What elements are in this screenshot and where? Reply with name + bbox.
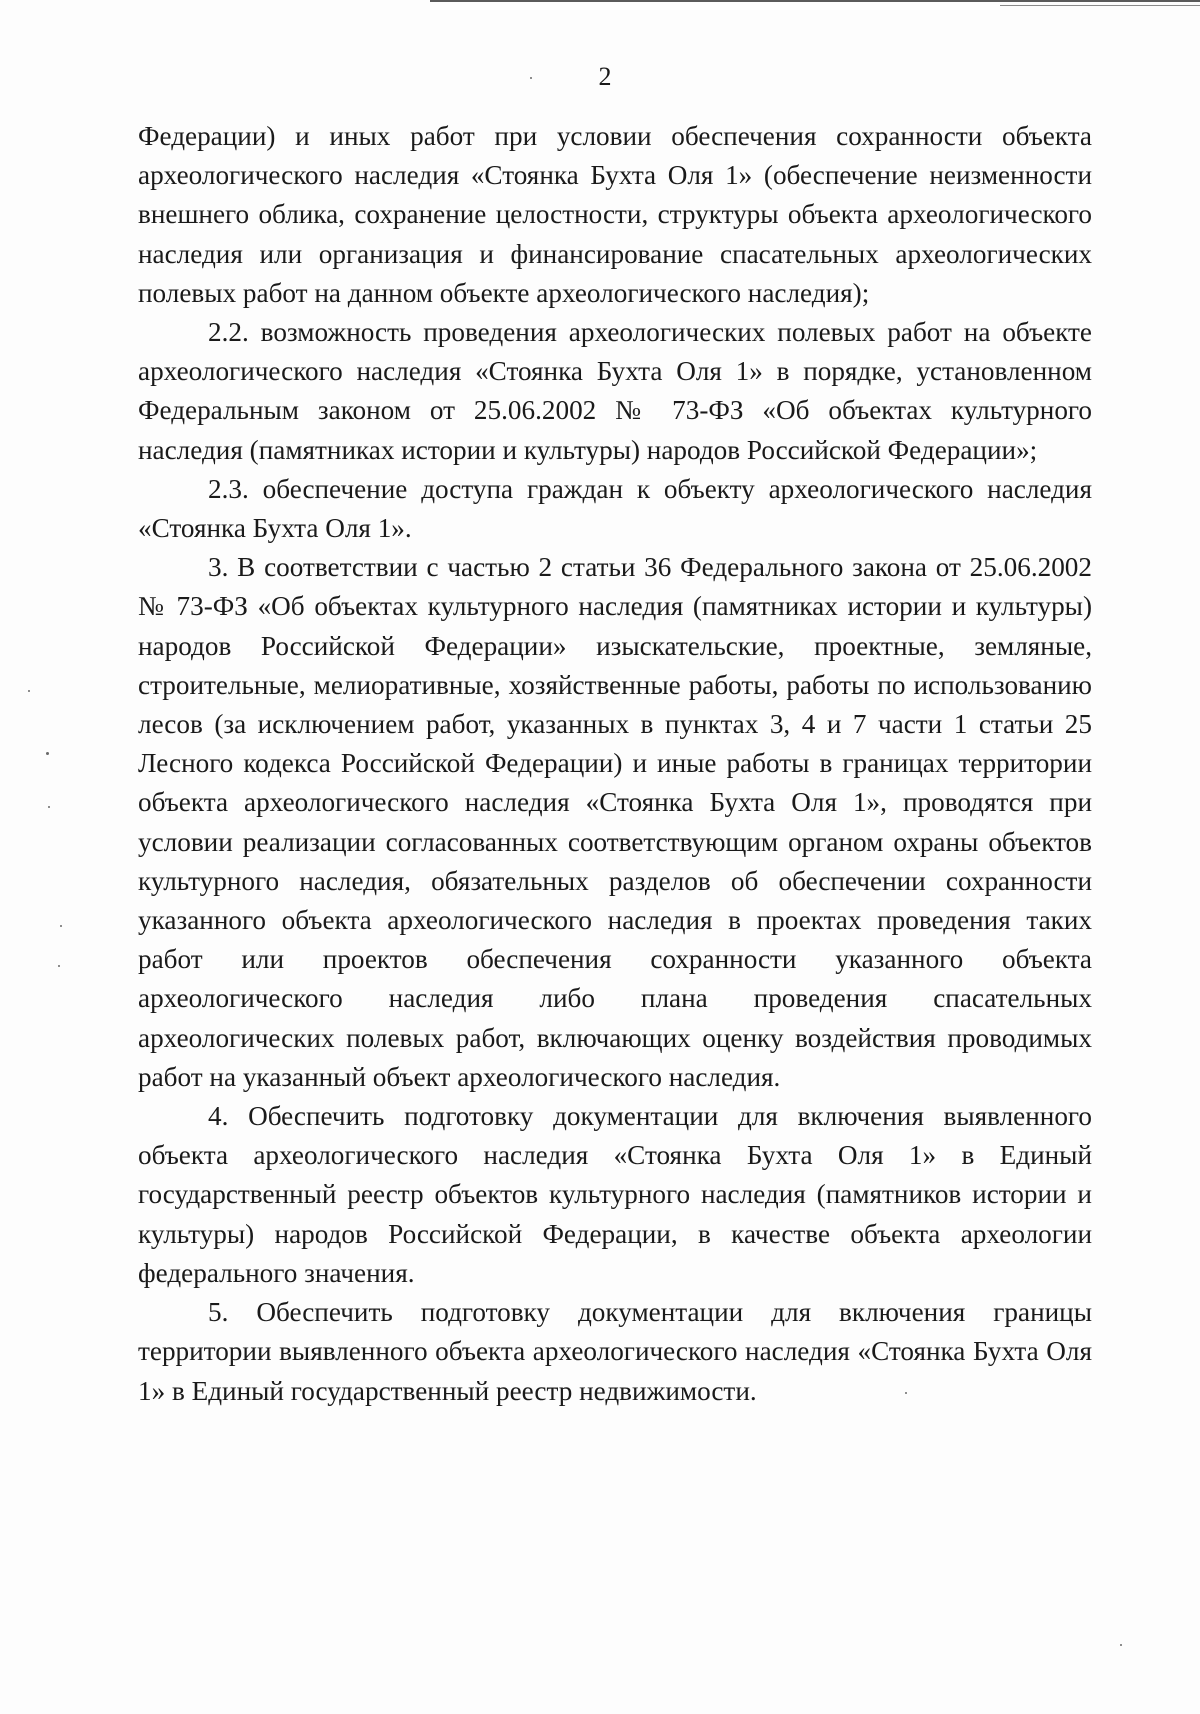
paragraph-2-3: 2.3. обеспечение доступа граждан к объекту археологического наследия «Стоянка Бухта Оля 1».: [138, 473, 1092, 544]
page-number: 2: [598, 62, 612, 91]
paragraph-4: 4. Обеспечить подготовку документации для включения выявленного объекта археологического наследия «Стоянка Бухта Оля 1» в Единый государственный реестр объектов культурного наследия (памятников истории и культуры) народов Российской Федерации, в качестве объекта археологии федерального значения.: [138, 1101, 1092, 1288]
paragraph-3: 3. В соответствии с частью 2 статьи 36 Федерального закона от 25.06.2002 № 73-ФЗ «Об объектах культурного наследия (памятниках истории и культуры) народов Российской Федерации» изыскательские, проектные, земляные, строительные, мелиоративные, хозяйственные работы, работы по использованию лесов (за исключением работ, указанных в пунктах 3, 4 и 7 части 1 статьи 25 Лесного кодекса Российской Федерации) и иные работы в границах территории объекта археологического наследия «Стоянка Бухта Оля 1», проводятся при условии реализации согласованных соответствующим органом охраны объектов культурного наследия, обязательных разделов об обеспечении сохранности указанного объекта археологического наследия в проектах проведения таких работ или проектов обеспечения сохранности указанного объекта археологического наследия либо плана проведения спасательных археологических полевых работ, включающих оценку воздействия проводимых работ на указанный объект археологического наследия.: [138, 552, 1092, 1092]
scan-edge-line: [430, 0, 1200, 2]
scan-speck: [28, 690, 30, 692]
document-body: [138, 117, 1092, 1411]
scan-speck: [48, 806, 50, 808]
scan-speck: [46, 752, 49, 755]
paragraph-2-2: 2.2. возможность проведения археологических полевых работ на объекте археологического наследия «Стоянка Бухта Оля 1» в порядке, установленном Федеральным законом от 25.06.2002 № 73-ФЗ «Об объектах культурного наследия (памятниках истории и культуры) народов Российской Федерации»;: [138, 317, 1092, 465]
paragraph-continuation: Федерации) и иных работ при условии обеспечения сохранности объекта археологического наследия «Стоянка Бухта Оля 1» (обеспечение неизменности внешнего облика, сохранение целостности, структуры объекта археологического наследия или организация и финансирование спасательных археологических полевых работ на данном объекте археологического наследия);: [138, 121, 1092, 308]
scan-edge-line-secondary: [1000, 5, 1200, 6]
scan-speck: [58, 965, 60, 967]
scan-speck: [530, 77, 532, 79]
scan-speck: [1120, 1644, 1122, 1646]
scan-speck: [905, 1392, 907, 1394]
scan-speck: [60, 925, 62, 927]
paragraph-5: 5. Обеспечить подготовку документации для включения границы территории выявленного объекта археологического наследия «Стоянка Бухта Оля 1» в Единый государственный реестр недвижимости.: [138, 1297, 1092, 1406]
